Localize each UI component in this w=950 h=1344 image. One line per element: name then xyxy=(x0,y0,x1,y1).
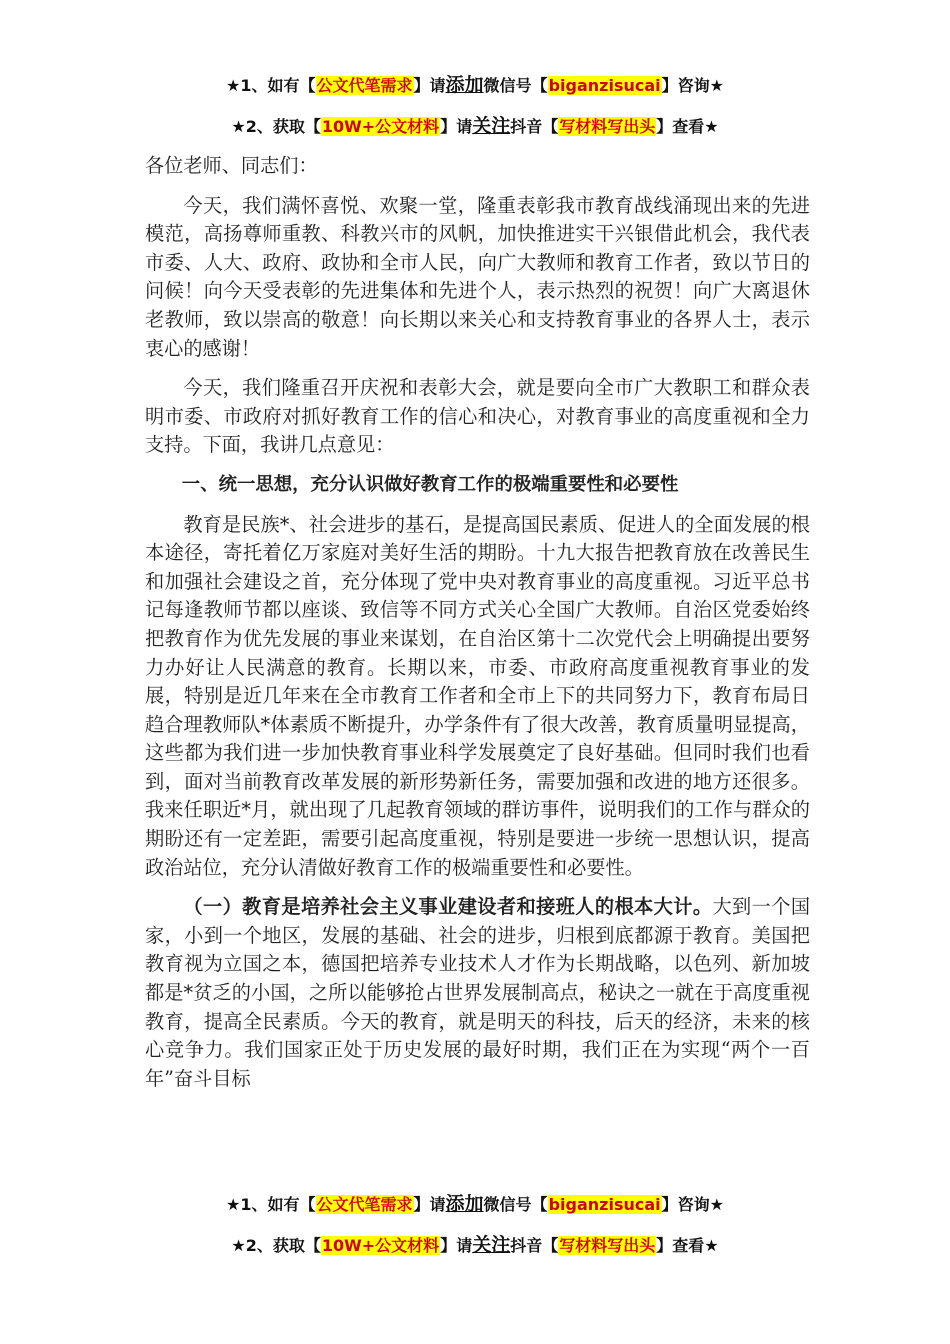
paragraph-4 xyxy=(145,893,810,1093)
banner-highlight: 公文代笔需求 xyxy=(316,1195,413,1214)
subsection-heading: （一）教育是培养社会主义事业建设者和接班人的根本大计。 xyxy=(183,895,713,919)
banner-text: ★2、获取【 xyxy=(231,1236,321,1255)
banner-underlined: 关注 xyxy=(472,1234,511,1256)
banner-highlight: biganzisucai xyxy=(548,1195,661,1214)
paragraph-2: 今天，我们隆重召开庆祝和表彰大会，就是要向全市广大教职工和群众表明市委、市政府对抓好教育工作的信心和决心，对教育事业的高度重视和全力支持。下面，我讲几点意见： xyxy=(145,376,810,457)
banner-highlight: 10W+公文材料 xyxy=(321,1236,440,1255)
section-heading-1: 一、统一思想，充分认识做好教育工作的极端重要性和必要性 xyxy=(181,473,679,495)
banner-highlight: 公文代笔需求 xyxy=(316,76,413,95)
footer-banner-line-1 xyxy=(0,1189,950,1216)
banner-highlight: 10W+公文材料 xyxy=(321,117,440,136)
banner-underlined: 关注 xyxy=(472,115,511,137)
banner-text: 】请 xyxy=(413,1195,446,1214)
banner-highlight: biganzisucai xyxy=(548,76,661,95)
banner-text: ★1、如有【 xyxy=(226,1195,316,1214)
banner-text: 】请 xyxy=(413,76,446,95)
banner-underlined: 添加 xyxy=(445,1193,484,1215)
banner-line-1 xyxy=(0,70,950,97)
banner-text: 】请 xyxy=(440,117,473,136)
banner-text: 】咨询★ xyxy=(661,76,724,95)
banner-underlined: 添加 xyxy=(445,74,484,96)
paragraph-4-text: 大到一个国家，小到一个地区，发展的基础、社会的进步，归根到底都源于教育。美国把教育视为立国之本，德国把培养专业技术人才作为长期战略，以色列、新加坡都是*贫乏的小国，之所以能够抢占世界发展制高点，秘诀之一就在于高度重视教育，提高全民素质。今天的教育，就是明天的科技，后天的经济，未来的核心竞争力。我们国家正处于历史发展的最好时期，我们正在为实现“两个一百年”奋斗目标 xyxy=(145,895,811,1090)
paragraph-1: 今天，我们满怀喜悦、欢聚一堂，隆重表彰我市教育战线涌现出来的先进模范，高扬尊师重教、科教兴市的风帆，加快推进实干兴银借此机会，我代表市委、人大、政府、政协和全市人民，向广大教师和教育工作者，致以节日的问候！向今天受表彰的先进集体和先进个人，表示热烈的祝贺！向广大离退休老教师，致以崇高的敬意！向长期以来关心和支持教育事业的各界人士，表示衷心的感谢！ xyxy=(145,193,810,360)
banner-text: 】查看★ xyxy=(656,1236,719,1255)
footer-banner-line-2 xyxy=(0,1230,950,1257)
banner-highlight: 写材料写出头 xyxy=(559,117,656,136)
banner-text: 微信号【 xyxy=(483,76,548,95)
paragraph-3: 教育是民族*、社会进步的基石，是提高国民素质、促进人的全面发展的根本途径，寄托着亿万家庭对美好生活的期盼。十九大报告把教育放在改善民生和加强社会建设之首，充分体现了党中央对教育事业的高度重视。习近平总书记每逢教师节都以座谈、致信等不同方式关心全国广大教师。自治区党委始终把教育作为优先发展的事业来谋划，在自治区第十二次党代会上明确提出要努力办好让人民满意的教育。长期以来，市委、市政府高度重视教育事业的发展，特别是近几年来在全市教育工作者和全市上下的共同努力下，教育布局日趋合理教师队*体素质不断提升，办学条件有了很大改善，教育质量明显提高，这些都为我们进一步加快教育事业科学发展奠定了良好基础。但同时我们也看到，面对当前教育改革发展的新形势新任务，需要加强和改进的地方还很多。我来任职近*月，就出现了几起教育领域的群访事件，说明我们的工作与群众的期盼还有一定差距，需要引起高度重视，特别是要进一步统一思想认识，提高政治站位，充分认清做好教育工作的极端重要性和必要性。 xyxy=(145,512,810,879)
banner-text: 抖音【 xyxy=(510,117,559,136)
banner-text: 】查看★ xyxy=(656,117,719,136)
banner-text: 微信号【 xyxy=(483,1195,548,1214)
banner-text: ★2、获取【 xyxy=(231,117,321,136)
banner-text: 】请 xyxy=(440,1236,473,1255)
banner-highlight: 写材料写出头 xyxy=(559,1236,656,1255)
banner-text: ★1、如有【 xyxy=(226,76,316,95)
banner-text: 抖音【 xyxy=(510,1236,559,1255)
document-body xyxy=(145,152,810,1104)
banner-line-2 xyxy=(0,111,950,138)
banner-text: 】咨询★ xyxy=(661,1195,724,1214)
salutation: 各位老师、同志们： xyxy=(145,154,318,177)
